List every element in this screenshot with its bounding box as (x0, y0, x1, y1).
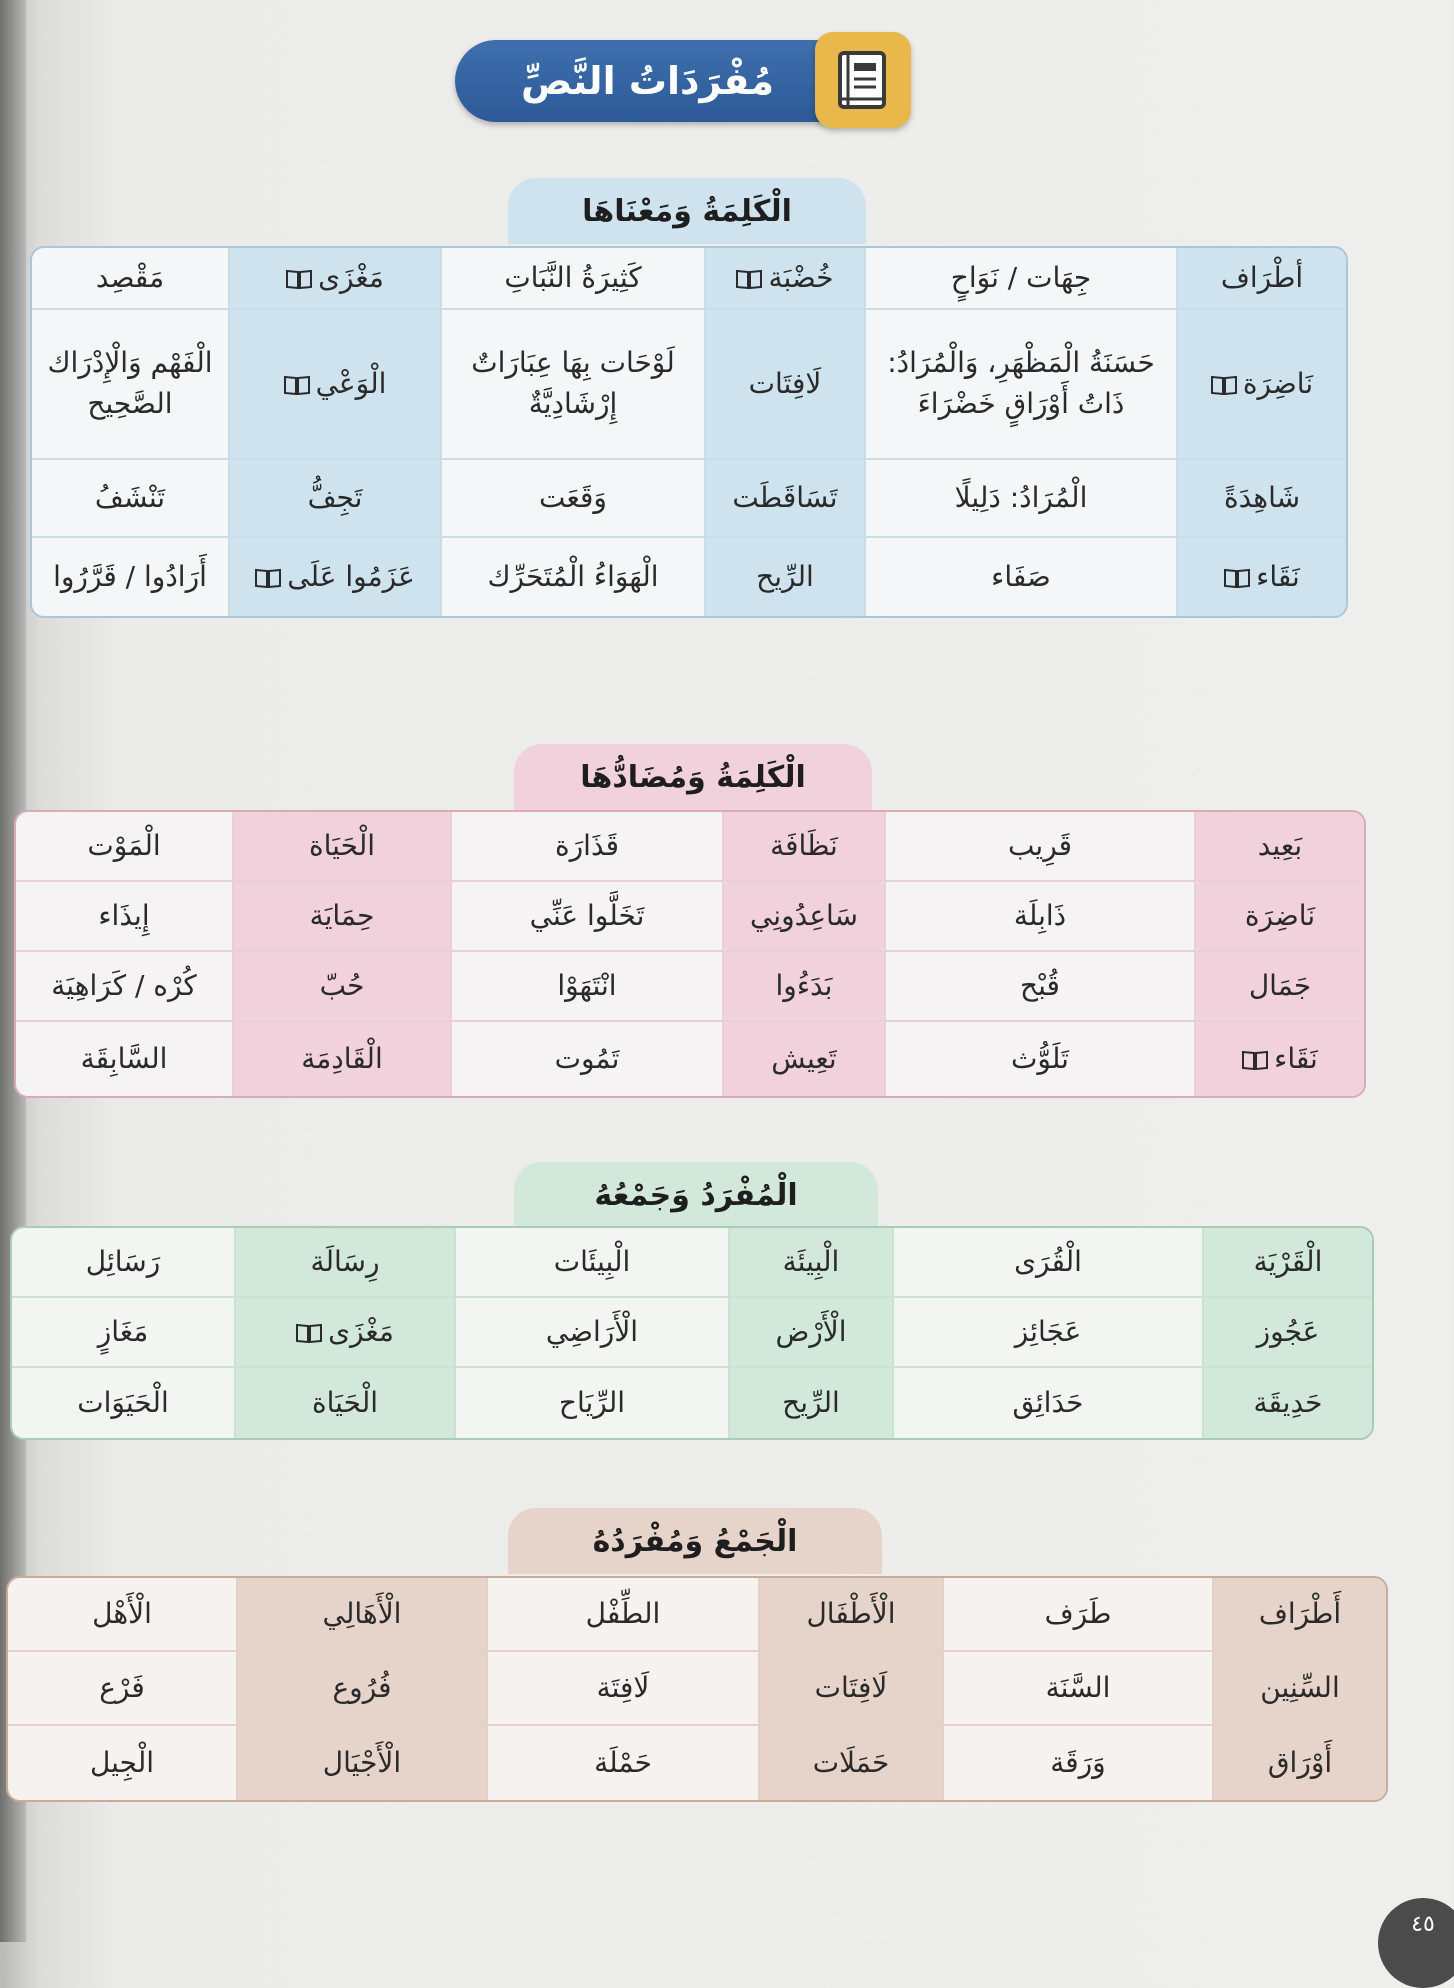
cell-text: الْبِيئَات (553, 1244, 631, 1278)
word-cell (728, 1228, 892, 1298)
answer-cell (486, 1578, 758, 1652)
cell-text: الرِّيح (782, 1385, 840, 1419)
word-cell (1212, 1726, 1386, 1800)
section-heading-antonyms: الْكَلِمَةُ وَمُضَادُّهَا (514, 744, 872, 810)
dictionary-book-icon (1211, 375, 1237, 395)
table-row (32, 248, 1346, 310)
cell-text: الْهَوَاءُ الْمُتَحَرِّك (487, 559, 659, 593)
cell-text: الْقُرَى (1014, 1244, 1082, 1278)
section-heading-plural-singular: الْجَمْعُ وَمُفْرَدُهُ (508, 1508, 882, 1574)
word-cell (1176, 310, 1346, 460)
cell-text: الْمَوْت (87, 828, 161, 862)
answer-cell (440, 248, 704, 310)
cell-text: قُبْح (1020, 968, 1060, 1002)
cell-text: رَسَائِل (85, 1244, 161, 1278)
page-number: ٤٥ (1378, 1898, 1454, 1988)
answer-cell (454, 1368, 728, 1438)
cell-text: حِمَايَة (309, 898, 375, 932)
cell-text: لَوْحَات بِهَا عِبَارَاتٌ إِرْشَادِيَّةٌ (471, 346, 675, 420)
cell-text: ذَابِلَة (1013, 898, 1067, 932)
answer-cell (892, 1228, 1202, 1298)
table-row (12, 1368, 1372, 1438)
cell-text: الْحَيَاة (308, 828, 376, 862)
dictionary-book-icon (1242, 1050, 1268, 1070)
cell-text: الْبِيئَة (782, 1244, 840, 1278)
cell-text: فَرْع (99, 1670, 145, 1704)
cell-text: مَغْزَى (328, 1314, 394, 1348)
word-cell (758, 1578, 942, 1652)
answer-cell (440, 460, 704, 538)
cell-text: الْقَادِمَة (301, 1041, 383, 1075)
table-row (32, 538, 1346, 616)
answer-cell (450, 952, 722, 1022)
word-cell (728, 1368, 892, 1438)
answer-cell (454, 1298, 728, 1368)
cell-text: تَجِفُّ (307, 480, 363, 514)
word-cell (704, 460, 864, 538)
word-cell (228, 538, 440, 616)
cell-text: مَغَازٍ (97, 1314, 149, 1348)
cell-text: تَخَلَّوا عَنِّي (529, 898, 645, 932)
word-cell (1194, 812, 1364, 882)
answer-cell (12, 1368, 234, 1438)
answer-cell (8, 1652, 236, 1726)
cell-text: الْأَجْيَال (322, 1745, 402, 1779)
notebook-icon (815, 32, 911, 128)
cell-text: أطْرَاف (1220, 260, 1304, 294)
table-row (8, 1578, 1386, 1652)
cell-text: كُرْه / كَرَاهِيَة (51, 968, 197, 1002)
word-cell (1212, 1652, 1386, 1726)
cell-text: وَرَقَة (1050, 1745, 1106, 1779)
answer-cell (884, 812, 1194, 882)
dictionary-book-icon (284, 375, 310, 395)
cell-text: خُضْبَة (768, 260, 834, 294)
cell-text: بَعِيد (1257, 828, 1303, 862)
cell-text: الرِّيح (756, 559, 814, 593)
dictionary-book-icon (296, 1323, 322, 1343)
table-row (16, 882, 1364, 952)
word-cell (1176, 248, 1346, 310)
cell-text: نَاضِرَة (1242, 366, 1314, 400)
word-cell (228, 248, 440, 310)
answer-cell (8, 1578, 236, 1652)
word-cell (228, 310, 440, 460)
word-cell (232, 812, 450, 882)
section-heading-singular-plural: الْمُفْرَدُ وَجَمْعُهُ (514, 1162, 878, 1228)
cell-text: إِيذَاء (98, 898, 150, 932)
cell-text: عَجُوز (1256, 1314, 1320, 1348)
cell-text: نَاضِرَة (1244, 898, 1316, 932)
answer-cell (884, 1022, 1194, 1096)
word-cell (232, 882, 450, 952)
cell-text: مَقْصِد (95, 260, 165, 294)
cell-text: أَرَادُوا / قَرَّرُوا (53, 559, 207, 593)
answer-cell (864, 538, 1176, 616)
page-title: مُفْرَدَاتُ النَّصِّ (455, 40, 840, 122)
answer-cell (454, 1228, 728, 1298)
cell-text: الْأَهَالِي (322, 1596, 402, 1630)
antonyms-table (14, 810, 1366, 1098)
plural-singular-table (6, 1576, 1388, 1802)
word-cell (704, 538, 864, 616)
cell-text: حَسَنَةُ الْمَظْهَرِ، وَالْمُرَادُ: ذَاتُ أَوْرَاقٍ خَضْرَاءَ (887, 346, 1155, 420)
table-row (32, 310, 1346, 460)
word-cell (722, 882, 884, 952)
cell-text: قَذَارَة (554, 828, 620, 862)
answer-cell (884, 952, 1194, 1022)
cell-text: حَمَلَات (812, 1745, 890, 1779)
word-cell (722, 952, 884, 1022)
word-cell (1212, 1578, 1386, 1652)
cell-text: الْأَرَاضِي (545, 1314, 639, 1348)
cell-text: السِّنِين (1260, 1670, 1340, 1704)
word-cell (236, 1578, 486, 1652)
cell-text: الْجِيل (89, 1745, 155, 1779)
answer-cell (16, 882, 232, 952)
word-cell (1176, 460, 1346, 538)
word-cell (1194, 1022, 1364, 1096)
answer-cell (450, 882, 722, 952)
word-cell (758, 1652, 942, 1726)
cell-text: الْمُرَادُ: دَلِيلًا (954, 480, 1088, 514)
word-cell (1194, 882, 1364, 952)
answer-cell (942, 1726, 1212, 1800)
word-cell (722, 1022, 884, 1096)
table-row (12, 1228, 1372, 1298)
word-cell (1202, 1228, 1372, 1298)
answer-cell (16, 1022, 232, 1096)
cell-text: جِهَات / نَوَاحٍ (950, 260, 1092, 294)
cell-text: عَجَائِز (1014, 1314, 1082, 1348)
cell-text: نَظَافَة (770, 828, 838, 862)
cell-text: رِسَالَة (310, 1244, 380, 1278)
cell-text: مَغْزَى (318, 260, 384, 294)
cell-text: وَقَعَت (539, 480, 607, 514)
answer-cell (16, 952, 232, 1022)
word-cell (1176, 538, 1346, 616)
word-cell (236, 1726, 486, 1800)
word-cell (728, 1298, 892, 1368)
word-cell (1202, 1298, 1372, 1368)
cell-text: الْوَعْي (315, 366, 387, 400)
table-row (16, 952, 1364, 1022)
section-heading-meanings: الْكَلِمَةُ وَمَعْنَاهَا (508, 178, 866, 244)
answer-cell (32, 538, 228, 616)
cell-text: عَزَمُوا عَلَى (287, 559, 415, 593)
cell-text: أَطْرَاف (1258, 1596, 1342, 1630)
cell-text: الْفَهْم وَالْإِدْرَاك الصَّحِيح (47, 346, 213, 420)
cell-text: حَدِيقَة (1253, 1385, 1323, 1419)
singular-plural-table (10, 1226, 1374, 1440)
cell-text: الْأَرْض (775, 1314, 847, 1348)
word-cell (704, 248, 864, 310)
answer-cell (32, 310, 228, 460)
word-cell (232, 952, 450, 1022)
cell-text: تَلَوُّث (1011, 1041, 1069, 1075)
meanings-table (30, 246, 1348, 618)
cell-text: لَافِتَة (596, 1670, 650, 1704)
answer-cell (16, 812, 232, 882)
table-row (12, 1298, 1372, 1368)
word-cell (234, 1368, 454, 1438)
cell-text: تَنْشَفُ (94, 480, 166, 514)
answer-cell (450, 1022, 722, 1096)
word-cell (704, 310, 864, 460)
dictionary-book-icon (255, 568, 281, 588)
answer-cell (864, 310, 1176, 460)
table-row (16, 1022, 1364, 1096)
cell-text: قَرِيب (1007, 828, 1073, 862)
answer-cell (440, 310, 704, 460)
word-cell (1194, 952, 1364, 1022)
cell-text: الْحَيَوَات (77, 1385, 169, 1419)
word-cell (232, 1022, 450, 1096)
cell-text: كَثِيرَةُ النَّبَاتِ (504, 260, 642, 294)
cell-text: تَعِيش (771, 1041, 837, 1075)
cell-text: بَدَءُوا (775, 968, 833, 1002)
cell-text: الْحَيَاة (311, 1385, 379, 1419)
answer-cell (486, 1726, 758, 1800)
table-row (8, 1652, 1386, 1726)
cell-text: لَافِتَات (748, 366, 822, 400)
table-row (8, 1726, 1386, 1800)
cell-text: لَافِتَات (814, 1670, 888, 1704)
cell-text: الرِّيَاح (558, 1385, 626, 1419)
cell-text: نَقَاء (1256, 559, 1300, 593)
answer-cell (486, 1652, 758, 1726)
cell-text: سَاعِدُونِي (749, 898, 859, 932)
answer-cell (942, 1652, 1212, 1726)
cell-text: الْأَهْل (92, 1596, 152, 1630)
cell-text: جَمَال (1248, 968, 1312, 1002)
word-cell (234, 1298, 454, 1368)
answer-cell (32, 248, 228, 310)
word-cell (234, 1228, 454, 1298)
cell-text: تَسَاقَطَت (732, 480, 838, 514)
cell-text: حَدَائِق (1012, 1385, 1084, 1419)
word-cell (236, 1652, 486, 1726)
answer-cell (440, 538, 704, 616)
cell-text: الطِّفْل (585, 1596, 661, 1630)
answer-cell (8, 1726, 236, 1800)
dictionary-book-icon (1224, 568, 1250, 588)
dictionary-book-icon (286, 269, 312, 289)
answer-cell (12, 1298, 234, 1368)
answer-cell (864, 460, 1176, 538)
cell-text: السَّابِقَة (80, 1041, 168, 1075)
cell-text: صَفَاء (991, 559, 1051, 593)
cell-text: تَمُوت (554, 1041, 620, 1075)
word-cell (758, 1726, 942, 1800)
cell-text: نَقَاء (1274, 1041, 1318, 1075)
word-cell (228, 460, 440, 538)
cell-text: انْتَهَوْا (557, 968, 617, 1002)
word-cell (1202, 1368, 1372, 1438)
table-row (32, 460, 1346, 538)
cell-text: السَّنَة (1045, 1670, 1111, 1704)
cell-text: حُبّ (319, 968, 365, 1002)
cell-text: حَمْلَة (594, 1745, 652, 1779)
answer-cell (942, 1578, 1212, 1652)
table-row (16, 812, 1364, 882)
dictionary-book-icon (736, 269, 762, 289)
answer-cell (884, 882, 1194, 952)
answer-cell (450, 812, 722, 882)
cell-text: شَاهِدَةً (1223, 480, 1301, 514)
title-banner (455, 32, 915, 132)
word-cell (722, 812, 884, 882)
cell-text: الْأَطْفَال (806, 1596, 896, 1630)
cell-text: طَرَف (1044, 1596, 1112, 1630)
answer-cell (892, 1298, 1202, 1368)
answer-cell (892, 1368, 1202, 1438)
cell-text: الْقَرْيَة (1253, 1244, 1323, 1278)
answer-cell (32, 460, 228, 538)
cell-text: أَوْرَاق (1267, 1745, 1333, 1779)
answer-cell (864, 248, 1176, 310)
cell-text: فُرُوع (332, 1670, 392, 1704)
answer-cell (12, 1228, 234, 1298)
